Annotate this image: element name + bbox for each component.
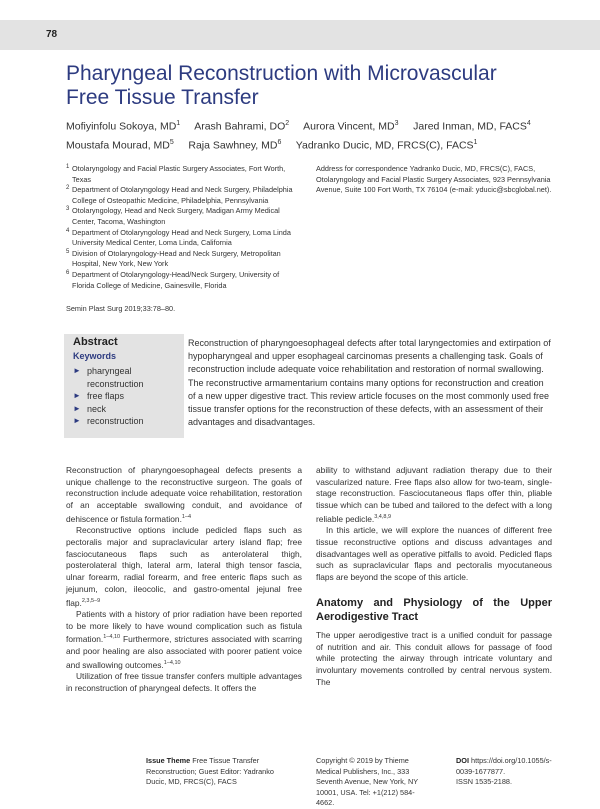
keyword: [73, 403, 183, 416]
affiliation: [66, 270, 302, 291]
author-line-1: [66, 116, 546, 135]
correspondence: [316, 164, 556, 196]
author-sup: 1: [176, 120, 181, 127]
citation: Semin Plast Surg 2019;33:78–80.: [66, 304, 176, 313]
header-bar: [0, 20, 600, 50]
paragraph-text: Reconstruction of pharyngoesophageal defects presents a unique challenge to the reconstructive surgeon. The goals of reconstruction include adequate voice rehabilitation, restoration of an acceptable swallowing conduit, and avoidance of dehiscence or fistula formation.: [66, 465, 302, 524]
issue-label: Issue Theme: [146, 756, 191, 765]
correspondence-text: Yadranko Ducic, MD, FRCS(C), FACS, Otolaryngology and Facial Plastic Surgery Associates, 923 Pennsylvania Avenue, Suite 100 Fort Worth, TX 76104 (e-mail: yducic@sbcglobal.net).: [316, 164, 552, 195]
author: Yadranko Ducic, MD, FRCS(C), FACS: [295, 139, 474, 151]
keyword-text: reconstruction: [87, 416, 144, 426]
affiliation: [66, 185, 302, 206]
affiliation-text: Department of Otolaryngology-Head/Neck Surgery, University of Florida College of Medicine, Gainesville, Florida: [72, 269, 280, 290]
affiliation-text: Division of Otolaryngology-Head and Neck Surgery, Metropolitan Hospital, New York, New York: [72, 248, 281, 269]
affiliation: [66, 228, 302, 249]
author-sup: 5: [169, 138, 174, 146]
paragraph: [66, 671, 302, 694]
keyword: [73, 365, 183, 390]
footer-issue: [146, 756, 296, 788]
paragraph-text: Reconstructive options include pedicled flaps such as pectoralis major and supraclavicular artery island flap; free fasciocutaneous flaps such as anterolateral thigh, posterolateral thigh, lateral arm, lateral thigh tensor fascia, ulnar forearm, radial forearm, and free enteric flaps such as jejunum, colon, ileocolic, and gastro-omental jejunal free flap.: [66, 525, 302, 608]
affiliation-text: Otolaryngology, Head and Neck Surgery, Madigan Army Medical Center, Tacoma, Washington: [72, 206, 280, 226]
author-list: [66, 116, 546, 153]
arrow-right-icon: ►: [73, 391, 81, 400]
affiliation-number: 4: [66, 227, 70, 234]
author-sup: 2: [285, 120, 290, 127]
paragraph-text: In this article, we will explore the nuances of different free tissue reconstructive options and discuss advantages and disadvantages well as operative pitfalls to avoid. Pedicled flaps such as supraclavicular flaps and pectoralis myocutaneous flaps are beyond the scope of this article.: [316, 525, 552, 583]
paragraph: [316, 630, 552, 689]
paragraph: [66, 609, 302, 671]
body-column-right: [316, 465, 552, 688]
affiliation: [66, 249, 302, 270]
issue-text: Free Tissue Transfer Reconstruction; Guest Editor: Yadranko Ducic, MD, FRCS(C), FACS: [146, 756, 274, 786]
issn: ISSN 1535-2188.: [456, 777, 512, 786]
keywords-list: [73, 365, 183, 428]
author: Arash Bahrami, DO: [194, 120, 286, 133]
affiliation: [66, 206, 302, 227]
affiliation: [66, 164, 302, 185]
keyword-text: neck: [87, 403, 107, 414]
paragraph-text: ability to withstand adjuvant radiation therapy due to their vascularized nature. Free flaps also allow for two-team, single-stage reconstruction. Fasciocutaneous flaps offer thin, pliable tissue which can be tubed and tailored to the defect with a long reliable pedicle.: [316, 465, 552, 524]
affiliation-text: Department of Otolaryngology Head and Neck Surgery, Philadelphia College of Osteopathic Medicine, Philadelphia, Pennsylvania: [72, 185, 293, 205]
arrow-right-icon: ►: [73, 403, 81, 413]
affiliation-text: Department of Otolaryngology Head and Neck Surgery, Loma Linda University Medical Center, Loma Linda, California: [72, 227, 291, 248]
paragraph-text: Patients with a history of prior radiation have been reported to be more likely to have wound complication such as fistula formation.: [66, 609, 302, 645]
correspondence-label: Address for correspondence: [316, 164, 408, 173]
affiliation-number: 6: [66, 269, 70, 276]
keywords-heading: Keywords: [73, 351, 117, 361]
author: Raja Sawhney, MD: [188, 139, 278, 151]
body-column-left: [66, 465, 302, 695]
affiliation-number: 5: [66, 248, 70, 255]
author-sup: 6: [277, 138, 282, 146]
keyword: [73, 415, 183, 428]
author-sup: 1: [473, 138, 478, 146]
arrow-right-icon: ►: [73, 416, 81, 425]
footer-doi: [456, 756, 566, 788]
author-sup: 4: [526, 120, 531, 127]
section-heading: Anatomy and Physiology of the Upper Aerodigestive Tract: [316, 596, 552, 623]
paragraph-text: Utilization of free tissue transfer confers multiple advantages in reconstruction of pharyngeal defects. It offers the: [66, 671, 302, 693]
keyword: [73, 390, 183, 403]
footer-copyright: Copyright © 2019 by Thieme Medical Publishers, Inc., 333 Seventh Avenue, New York, NY 10001, USA. Tel: +1(212) 584-4662.: [316, 756, 418, 807]
page-number: 78: [46, 29, 58, 40]
reference: 1–4,10: [103, 634, 121, 641]
affiliation-number: 3: [66, 206, 70, 213]
author: Mofiyinfolu Sokoya, MD: [66, 120, 177, 133]
keyword-text: pharyngeal reconstruction: [87, 366, 144, 389]
paragraph-text: The upper aerodigestive tract is a unified conduit for passage of nutrition and air. This conduit allows for passage of food while protecting the airway through intricate voluntary and involuntary movements controlled by central nervous system. The: [316, 629, 552, 687]
doi-link[interactable]: https://doi.org/10.1055/s-0039-1677877.: [456, 756, 552, 776]
reference: 2,3,5–9: [81, 597, 101, 604]
author: Jared Inman, MD, FACS: [413, 120, 527, 133]
paragraph: [316, 465, 552, 525]
affiliation-text: Otolaryngology and Facial Plastic Surgery Associates, Fort Worth, Texas: [72, 164, 286, 184]
paragraph: [66, 465, 302, 525]
paragraph: [316, 525, 552, 584]
abstract-heading: Abstract: [73, 336, 118, 348]
author-line-2: [66, 135, 546, 154]
affiliations: [66, 164, 302, 291]
article-title: Pharyngeal Reconstruction with Microvascular Free Tissue Transfer: [66, 62, 497, 109]
keyword-text: free flaps: [87, 391, 125, 401]
author: Moustafa Mourad, MD: [66, 139, 170, 151]
doi-label: DOI: [456, 756, 469, 765]
reference: 3,4,8,9: [374, 513, 392, 520]
affiliation-number: 1: [66, 164, 70, 170]
paragraph: [66, 525, 302, 609]
paragraph-text: Furthermore, strictures associated with scarring and poor healing are also associated with poorer patient voice and swallowing outcomes.: [66, 634, 302, 670]
affiliation-number: 2: [66, 185, 70, 192]
author: Aurora Vincent, MD: [303, 120, 395, 133]
author-sup: 3: [394, 120, 399, 127]
reference: 1–4,10: [163, 659, 181, 666]
arrow-right-icon: ►: [73, 366, 81, 375]
abstract-text: Reconstruction of pharyngoesophageal defects after total laryngectomies and extirpation of hypopharyngeal and upper esophageal carcinomas presents a challenging task. Goals of reconstruction include adequate voice rehabilitation and restoration of normal swallowing. The reconstructive armamentarium contains many options for reconstruction and creation of a new upper digestive tract. This review article focuses on the most commonly used free tissue transfer options for the reconstruction of these defects, with an assessment of their advantages and disadvantages.: [188, 338, 551, 428]
reference: 1–4: [181, 513, 192, 520]
